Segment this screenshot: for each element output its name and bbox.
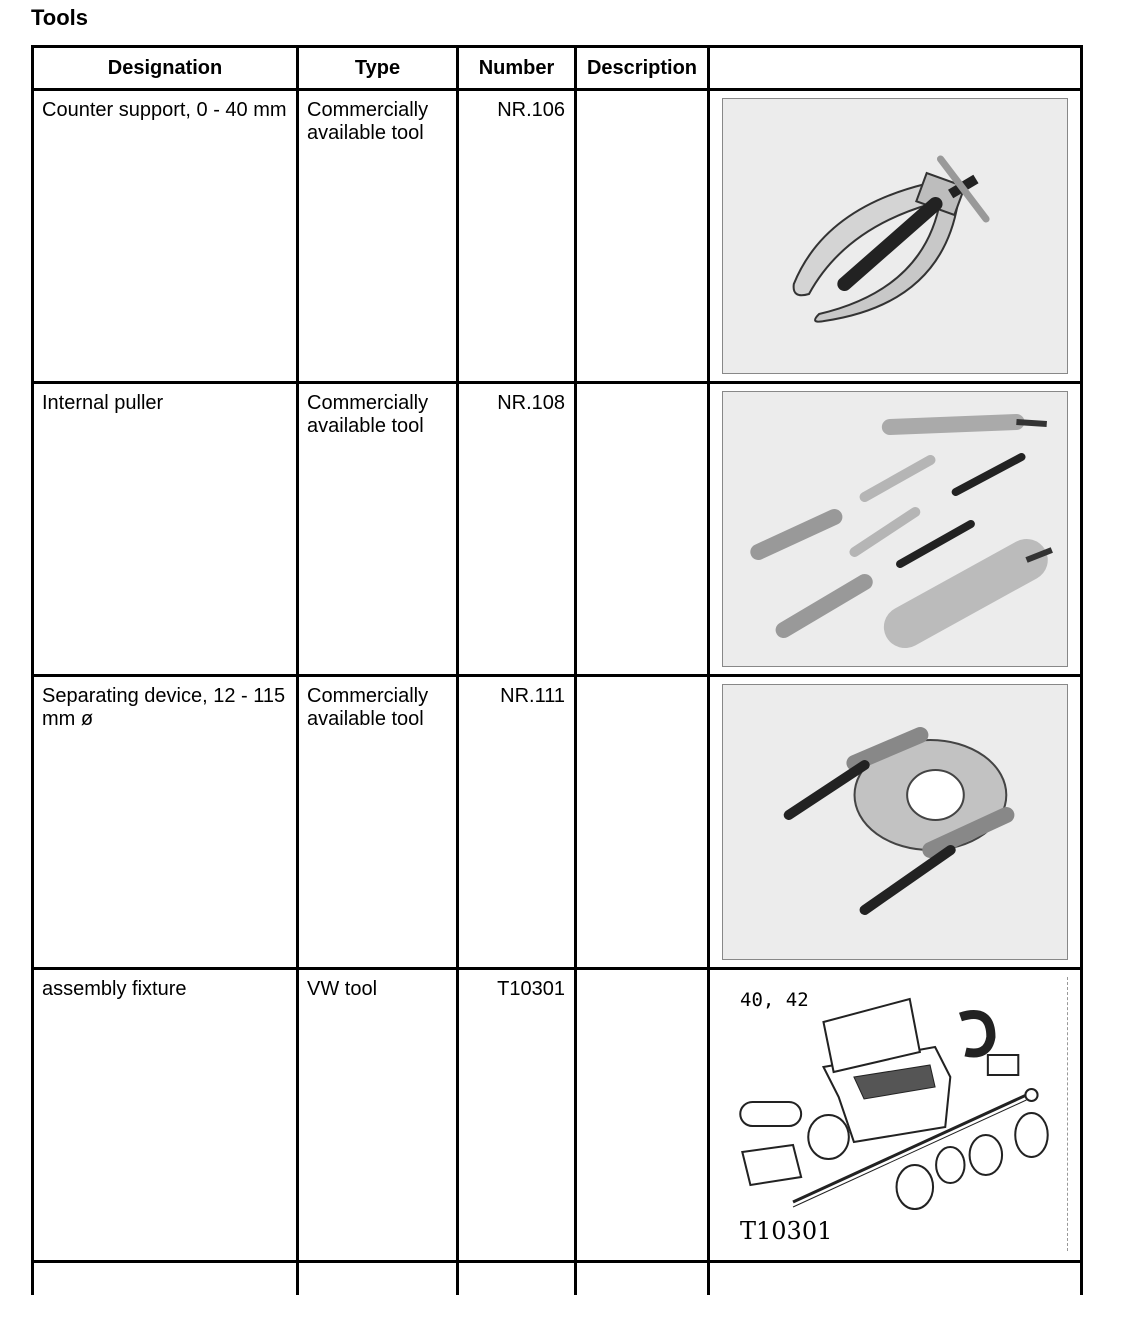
separating-device-illustration	[722, 684, 1068, 960]
figure-label: 40, 42	[740, 989, 809, 1011]
number-cell: T10301	[497, 978, 565, 1000]
description-cell	[577, 384, 707, 392]
col-header-type: Type	[298, 47, 458, 90]
number-cell: NR.111	[500, 685, 565, 707]
table-row	[33, 969, 1082, 1262]
description-cell	[577, 677, 707, 685]
designation-cell: Separating device, 12 - 115 mm ø	[42, 685, 286, 730]
number-cell: NR.106	[497, 99, 565, 121]
designation-cell: assembly fixture	[42, 978, 187, 1000]
internal-puller-set-illustration	[722, 391, 1068, 667]
description-cell	[577, 970, 707, 978]
type-cell: Commercially available tool	[307, 99, 429, 144]
type-cell: Commercially available tool	[307, 392, 429, 437]
col-header-designation: Designation	[33, 47, 298, 90]
col-header-image	[709, 47, 1082, 90]
table-row	[33, 676, 1082, 969]
col-header-description: Description	[576, 47, 709, 90]
number-cell: NR.108	[497, 392, 565, 414]
col-header-number: Number	[458, 47, 576, 90]
table-row	[33, 383, 1082, 676]
page-title: Tools	[31, 5, 89, 30]
table-row	[33, 1262, 1082, 1296]
description-cell	[577, 91, 707, 99]
header-row	[33, 47, 1082, 90]
designation-cell: Counter support, 0 - 40 mm	[42, 99, 287, 121]
type-cell: Commercially available tool	[307, 685, 429, 730]
assembly-fixture-kit-illustration	[722, 977, 1068, 1251]
designation-cell: Internal puller	[42, 392, 164, 414]
table-row	[33, 90, 1082, 383]
type-cell: VW tool	[307, 978, 378, 1000]
tools-table	[31, 45, 1083, 1295]
figure-label: T10301	[740, 1217, 833, 1245]
counter-support-tool-illustration	[722, 98, 1068, 374]
